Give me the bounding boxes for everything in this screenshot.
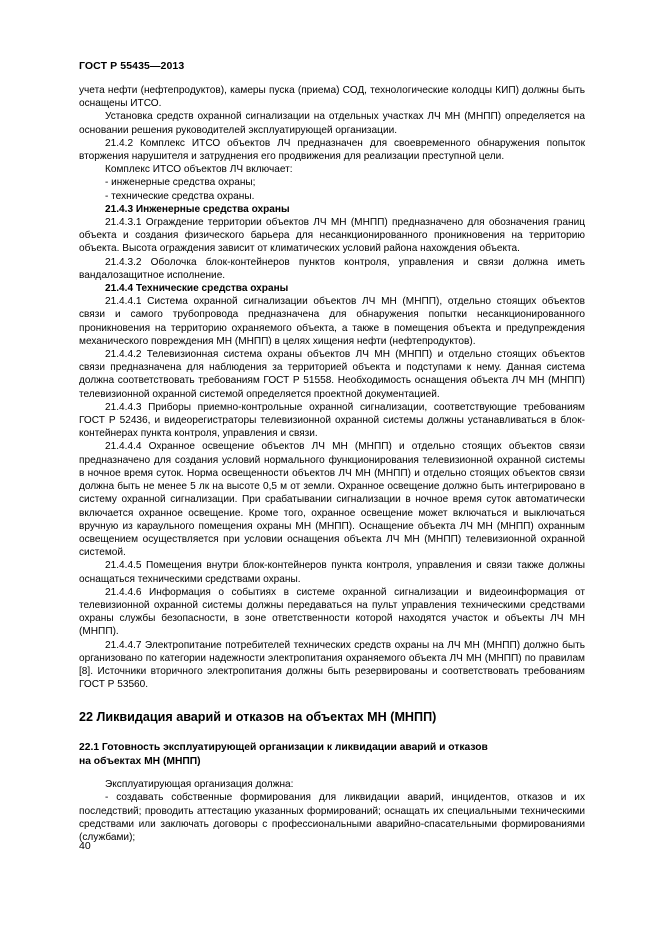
paragraph: 21.4.4.3 Приборы приемно-контрольные охранной сигнализации, соответствующие требованиям ГОСТ Р 52436, и видеорегистраторы телевизионной охранной системы должны устанавливаться в блок-контейнерах пункта контроля, управления и связи.: [79, 401, 585, 440]
paragraph: Установка средств охранной сигнализации на отдельных участках ЛЧ МН (МНПП) определяется на основании решения руководителей эксплуатирующей организации.: [79, 111, 585, 136]
paragraph: 21.4.2 Комплекс ИТСО объектов ЛЧ предназначен для своевременного обнаружения попыток вторжения нарушителя и затруднения его продвижения для реализации преступной цели.: [79, 137, 585, 163]
document-header: ГОСТ Р 55435—2013: [79, 60, 185, 72]
paragraph: 21.4.4.7 Электропитание потребителей технических средств охраны на ЛЧ МН (МНПП) должно быть организовано по категории надежности электропитания охраняемого объекта ЛЧ МН (МНПП) по правилам [8]. Источники вторичного электропитания должны быть резервированы и соответствовать требованиям ГОСТ Р 53560.: [79, 639, 585, 691]
paragraph: 21.4.4.2 Телевизионная система охраны объектов ЛЧ МН (МНПП) и отдельно стоящих объектов связи предназначена для наблюдения за территорией объекта и подступами к нему. Данная система должна соответствовать требованиям ГОСТ Р 51558. Необходимость оснащения объекта ЛЧ МН (МНПП) телевизионной охранной системой определяется проектной документацией.: [79, 349, 585, 400]
list-item: - инженерные средства охраны;: [105, 177, 256, 189]
list-item: - создавать собственные формирования для ликвидации аварий, инцидентов, отказов и их последствий; проводить аттестацию указанных формирований; оснащать их специальными техническими средствами или заключать договоры с профессиональными аварийно-спасательными формированиями (службами);: [79, 792, 585, 843]
subsection-heading-line-1: 22.1 Готовность эксплуатирующей организации к ликвидации аварий и отказов: [79, 742, 488, 754]
paragraph: 21.4.4.1 Система охранной сигнализации объектов ЛЧ МН (МНПП), отдельно стоящих объектов связи и самого трубопровода предназначена для обнаружения попытки несанкционированного проникновения на территорию охраняемого объекта, а также в помещения объекта и предупреждения механического повреждения МН (МНПП) в целях хищения нефти (нефтепродуктов).: [79, 296, 585, 347]
clause-heading: 21.4.4 Технические средства охраны: [105, 283, 289, 295]
subsection-heading-line-2: на объектах МН (МНПП): [79, 755, 201, 767]
section-heading: 22 Ликвидация аварий и отказов на объектах МН (МНПП): [79, 710, 437, 725]
paragraph: Комплекс ИТСО объектов ЛЧ включает:: [105, 164, 293, 176]
subsection-heading: [79, 741, 585, 768]
paragraph: Эксплуатирующая организация должна:: [105, 779, 294, 791]
clause-heading: 21.4.3 Инженерные средства охраны: [105, 203, 290, 215]
paragraph: 21.4.4.4 Охранное освещение объектов ЛЧ МН (МНПП) и отдельно стоящих объектов связи предназначено для создания условий нормального функционирования телевизионной охранной системы в ночное время суток. Норма освещенности объектов ЛЧ МН (МНПП) и отдельно стоящих объектов связи должна быть не менее 5 лк на высоте 0,5 м от земли. Охранное освещение должно быть интегрировано в систему охранной сигнализации. При срабатывании сигнализации в ночное время суток автоматически включается охранное освещение. Кроме того, охранное освещение может включаться и выключаться вручную из караульного помещения охраны МН (МНПП). Оснащение объекта ЛЧ МН (МНПП) охранным освещением осуществляется при условии оснащения объекта ЛЧ МН (МНПП) телевизионной охранной системой.: [79, 441, 585, 559]
paragraph: 21.4.3.1 Ограждение территории объектов ЛЧ МН (МНПП) предназначено для обозначения границ объекта и создания физического барьера для несанкционированного проникновения на территорию объекта. Высота ограждения зависит от климатических условий района нахождения объекта.: [79, 217, 585, 255]
list-item: - технические средства охраны.: [105, 190, 255, 202]
document-body: [79, 84, 585, 844]
paragraph: 21.4.4.6 Информация о событиях в системе охранной сигнализации и видеоинформация от телевизионной охранной системы должны передаваться на пульт управления техническими средствами охраны службы безопасности, в зоне ответственности которой находятся участок и объекты ЛЧ МН (МНПП).: [79, 586, 585, 638]
paragraph: учета нефти (нефтепродуктов), камеры пуска (приема) СОД, технологические колодцы КИП) должны быть оснащены ИТСО.: [79, 85, 585, 110]
paragraph: 21.4.3.2 Оболочка блок-контейнеров пунктов контроля, управления и связи должна иметь вандалозащитное исполнение.: [79, 256, 585, 281]
paragraph: 21.4.4.5 Помещения внутри блок-контейнеров пункта контроля, управления и связи также должны оснащаться техническими средствами охраны.: [79, 560, 585, 585]
page-number: 40: [79, 840, 91, 852]
